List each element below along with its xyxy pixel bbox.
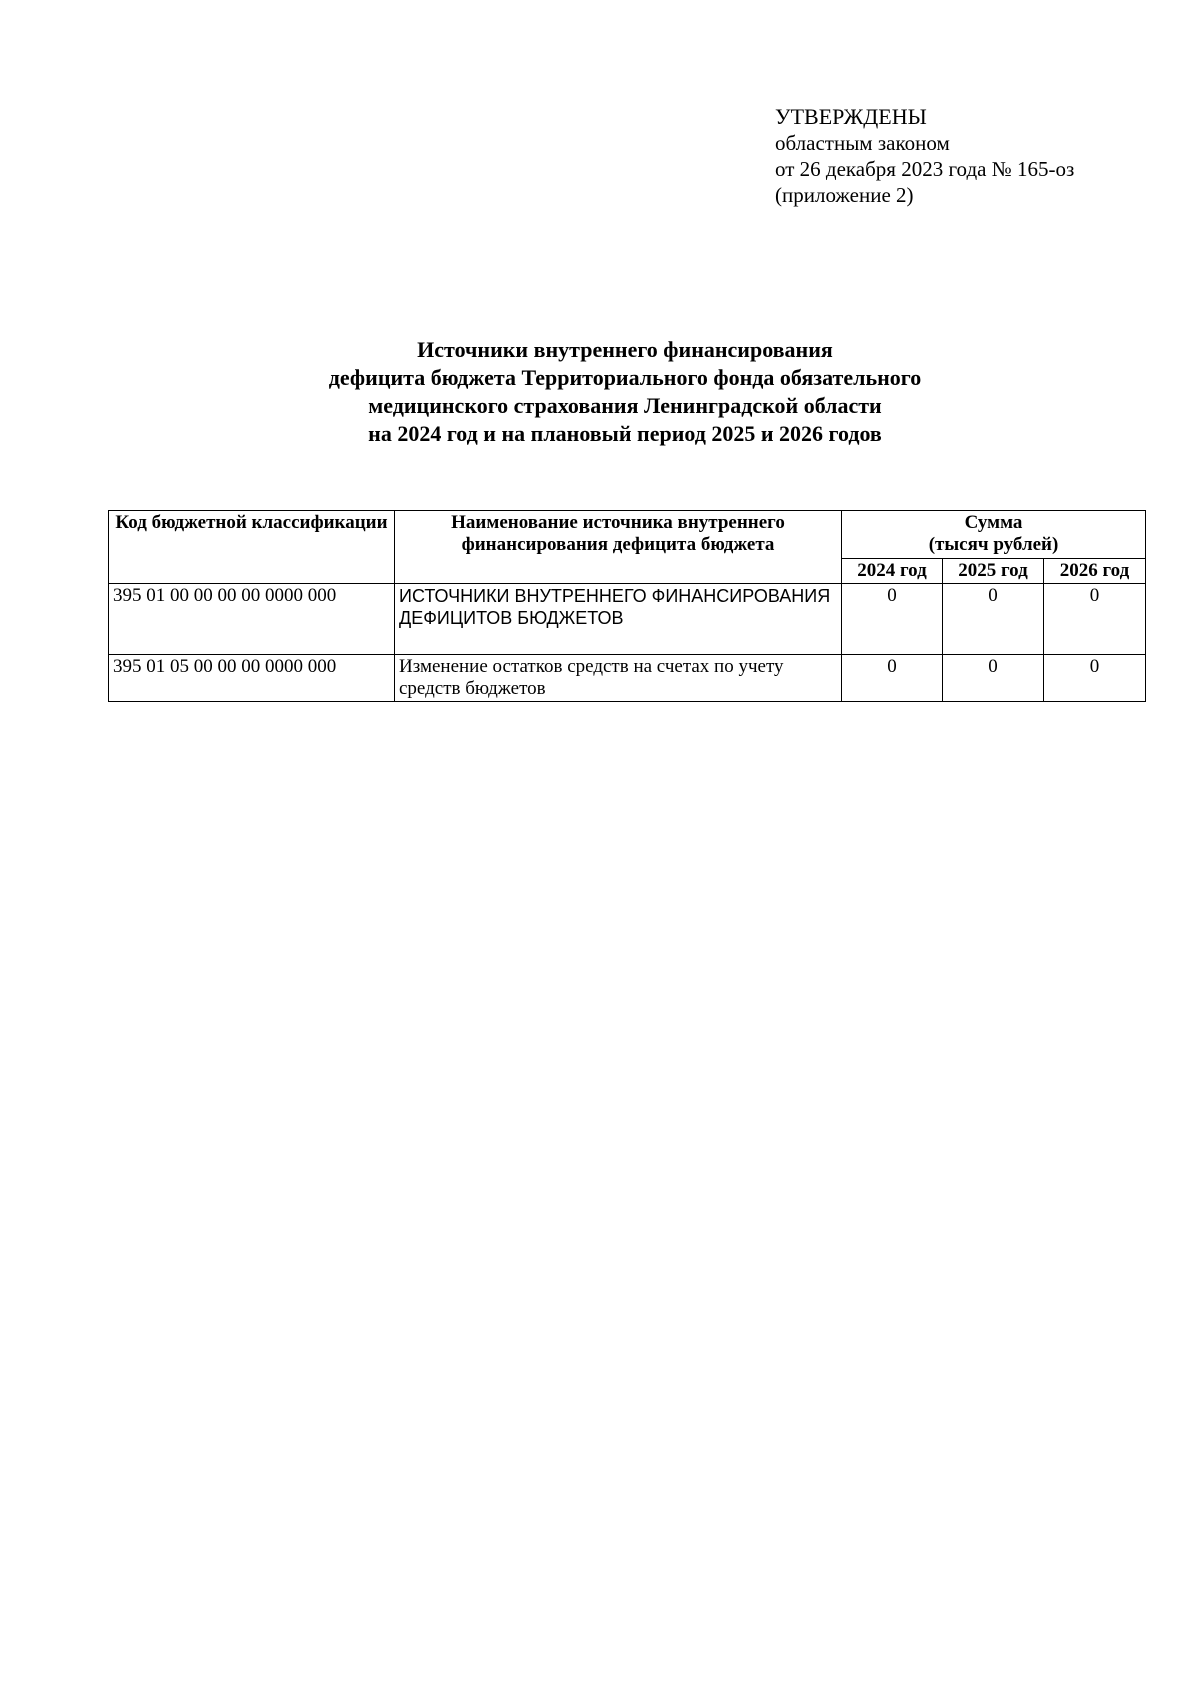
row-name: ИСТОЧНИКИ ВНУТРЕННЕГО ФИНАНСИРОВАНИЯ ДЕФИЦИТОВ БЮДЖЕТОВ [395,584,842,655]
approval-date: от 26 декабря 2023 года № 165-оз [775,157,1075,181]
header-code: Код бюджетной классификации [109,511,395,584]
header-year-2026: 2026 год [1044,558,1146,583]
row-value-2024: 0 [842,584,943,655]
header-sum [842,511,1146,559]
title-line-4: на 2024 год и на плановый период 2025 и 2026 годов [368,421,882,446]
row-code: 395 01 00 00 00 00 0000 000 [109,584,395,655]
header-year-2024: 2024 год [842,558,943,583]
header-name: Наименование источника внутреннего финансирования дефицита бюджета [395,511,842,584]
row-value-2026: 0 [1044,655,1146,702]
header-sum-unit: (тысяч рублей) [928,534,1059,555]
document-title [100,336,1150,448]
table-row [109,584,1146,655]
header-sum-label: Сумма [964,512,1023,533]
row-value-2026: 0 [1044,584,1146,655]
approval-law: областным законом [775,131,950,155]
approval-block [775,104,1175,208]
row-name: Изменение остатков средств на счетах по учету средств бюджетов [395,655,842,702]
row-value-2025: 0 [943,584,1044,655]
row-value-2025: 0 [943,655,1044,702]
approval-appendix: (приложение 2) [775,183,914,207]
header-row [109,511,1146,559]
row-code: 395 01 05 00 00 00 0000 000 [109,655,395,702]
header-year-2025: 2025 год [943,558,1044,583]
title-line-1: Источники внутреннего финансирования [417,337,833,362]
budget-table [108,510,1146,702]
title-line-3: медицинского страхования Ленинградской области [368,393,882,418]
table-row [109,655,1146,702]
row-value-2024: 0 [842,655,943,702]
title-line-2: дефицита бюджета Территориального фонда обязательного [328,365,922,390]
approval-heading: УТВЕРЖДЕНЫ [775,104,927,129]
